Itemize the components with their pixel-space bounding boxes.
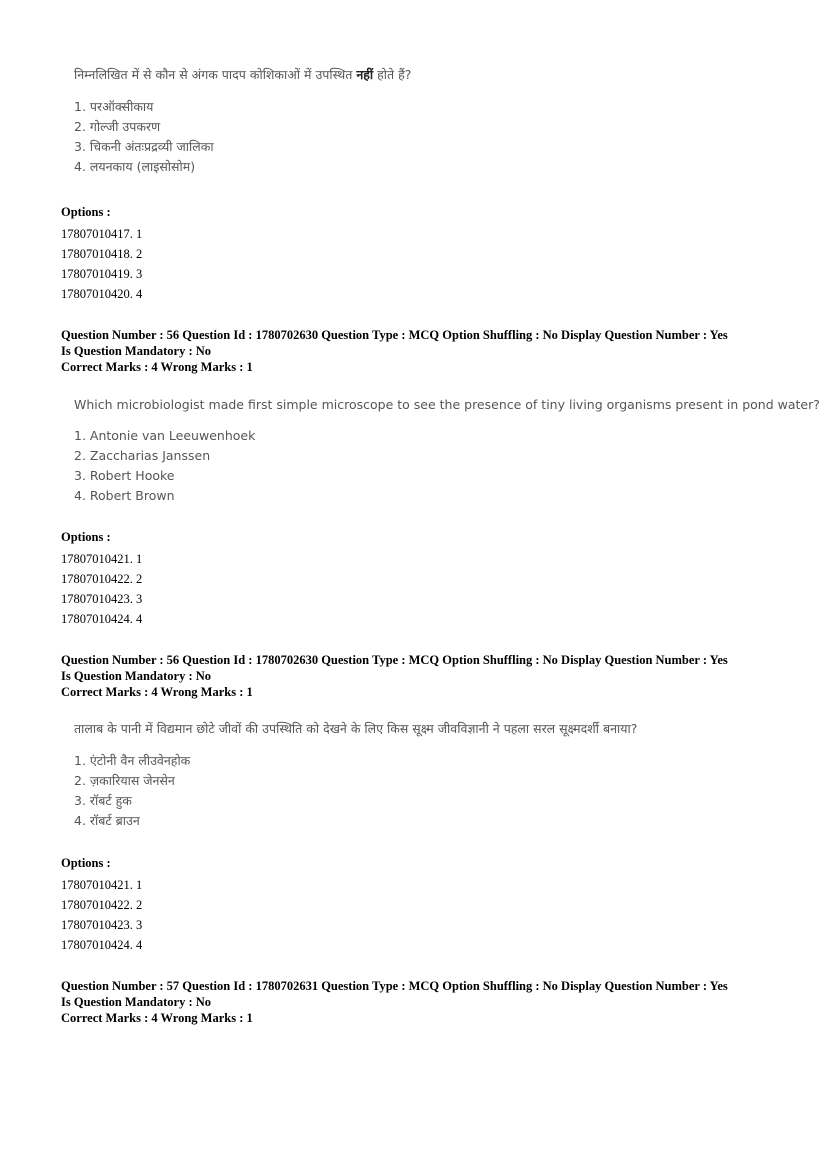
option-id: 17807010417. 1: [61, 227, 143, 241]
option-id: 17807010423. 3: [61, 592, 143, 606]
choice-3: 3. रॉबर्ट हुक: [74, 793, 132, 808]
choice-3: 3. Robert Hooke: [74, 468, 175, 483]
stem-emphasis: नहीं: [356, 67, 374, 82]
choice-1: 1. परऑक्सीकाय: [74, 99, 154, 114]
choice-2: 2. ज़कारियास जेनसेन: [74, 773, 175, 788]
meta-line: Correct Marks : 4 Wrong Marks : 1: [61, 360, 253, 374]
option-id: 17807010421. 1: [61, 552, 143, 566]
question-image-q56-english: [74, 397, 820, 506]
option-id: 17807010422. 2: [61, 572, 143, 586]
option-id: 17807010421. 1: [61, 878, 143, 892]
meta-line: Correct Marks : 4 Wrong Marks : 1: [61, 685, 253, 699]
question-image-q55-hindi: [74, 66, 411, 177]
choice-3: 3. चिकनी अंतःप्रद्रव्यी जालिका: [74, 139, 214, 154]
meta-line: Is Question Mandatory : No: [61, 995, 212, 1009]
options-label: Options :: [61, 856, 111, 870]
option-id: 17807010422. 2: [61, 898, 143, 912]
choice-2: 2. Zaccharias Janssen: [74, 448, 211, 463]
choice-1: 1. एंटोनी वैन लीउवेनहोक: [74, 753, 191, 768]
option-id: 17807010420. 4: [61, 287, 143, 301]
choice-4: 4. लयनकाय (लाइसोसोम): [74, 159, 196, 174]
question-stem: Which microbiologist made first simple microscope to see the presence of tiny living organisms present in pond water?: [74, 397, 820, 412]
option-id: 17807010418. 2: [61, 247, 143, 261]
choice-4: 4. Robert Brown: [74, 488, 175, 503]
meta-line: Question Number : 56 Question Id : 1780702630 Question Type : MCQ Option Shuffling : No Display Question Number : Yes: [61, 653, 728, 667]
choice-4: 4. रॉबर्ट ब्राउन: [74, 813, 140, 828]
option-id: 17807010423. 3: [61, 918, 143, 932]
question-meta: [61, 327, 781, 375]
meta-line: Question Number : 57 Question Id : 1780702631 Question Type : MCQ Option Shuffling : No Display Question Number : Yes: [61, 979, 728, 993]
options-label: Options :: [61, 530, 111, 544]
question-stem: तालाब के पानी में विद्यमान छोटे जीवों की उपस्थिति को देखने के लिए किस सूक्ष्म जीवविज्ञानी ने पहला सरल सूक्ष्मदर्शी बनाया?: [74, 721, 638, 736]
stem-text-end: होते हैं?: [373, 67, 412, 82]
question-meta: [61, 652, 781, 700]
options-list: [61, 205, 142, 304]
meta-line: Question Number : 56 Question Id : 1780702630 Question Type : MCQ Option Shuffling : No Display Question Number : Yes: [61, 328, 728, 342]
option-id: 17807010424. 4: [61, 612, 143, 626]
options-label: Options :: [61, 205, 111, 219]
options-list: [61, 530, 142, 629]
choice-2: 2. गोल्जी उपकरण: [74, 119, 161, 134]
option-id: 17807010419. 3: [61, 267, 143, 281]
question-stem: [74, 66, 411, 83]
choice-1: 1. Antonie van Leeuwenhoek: [74, 428, 256, 443]
question-image-q56-hindi: [74, 720, 637, 831]
meta-line: Is Question Mandatory : No: [61, 344, 212, 358]
meta-line: Correct Marks : 4 Wrong Marks : 1: [61, 1011, 253, 1025]
question-meta: [61, 978, 781, 1026]
meta-line: Is Question Mandatory : No: [61, 669, 212, 683]
option-id: 17807010424. 4: [61, 938, 143, 952]
stem-text: निम्नलिखित में से कौन से अंगक पादप कोशिकाओं में उपस्थित: [74, 67, 357, 82]
options-list: [61, 856, 142, 955]
